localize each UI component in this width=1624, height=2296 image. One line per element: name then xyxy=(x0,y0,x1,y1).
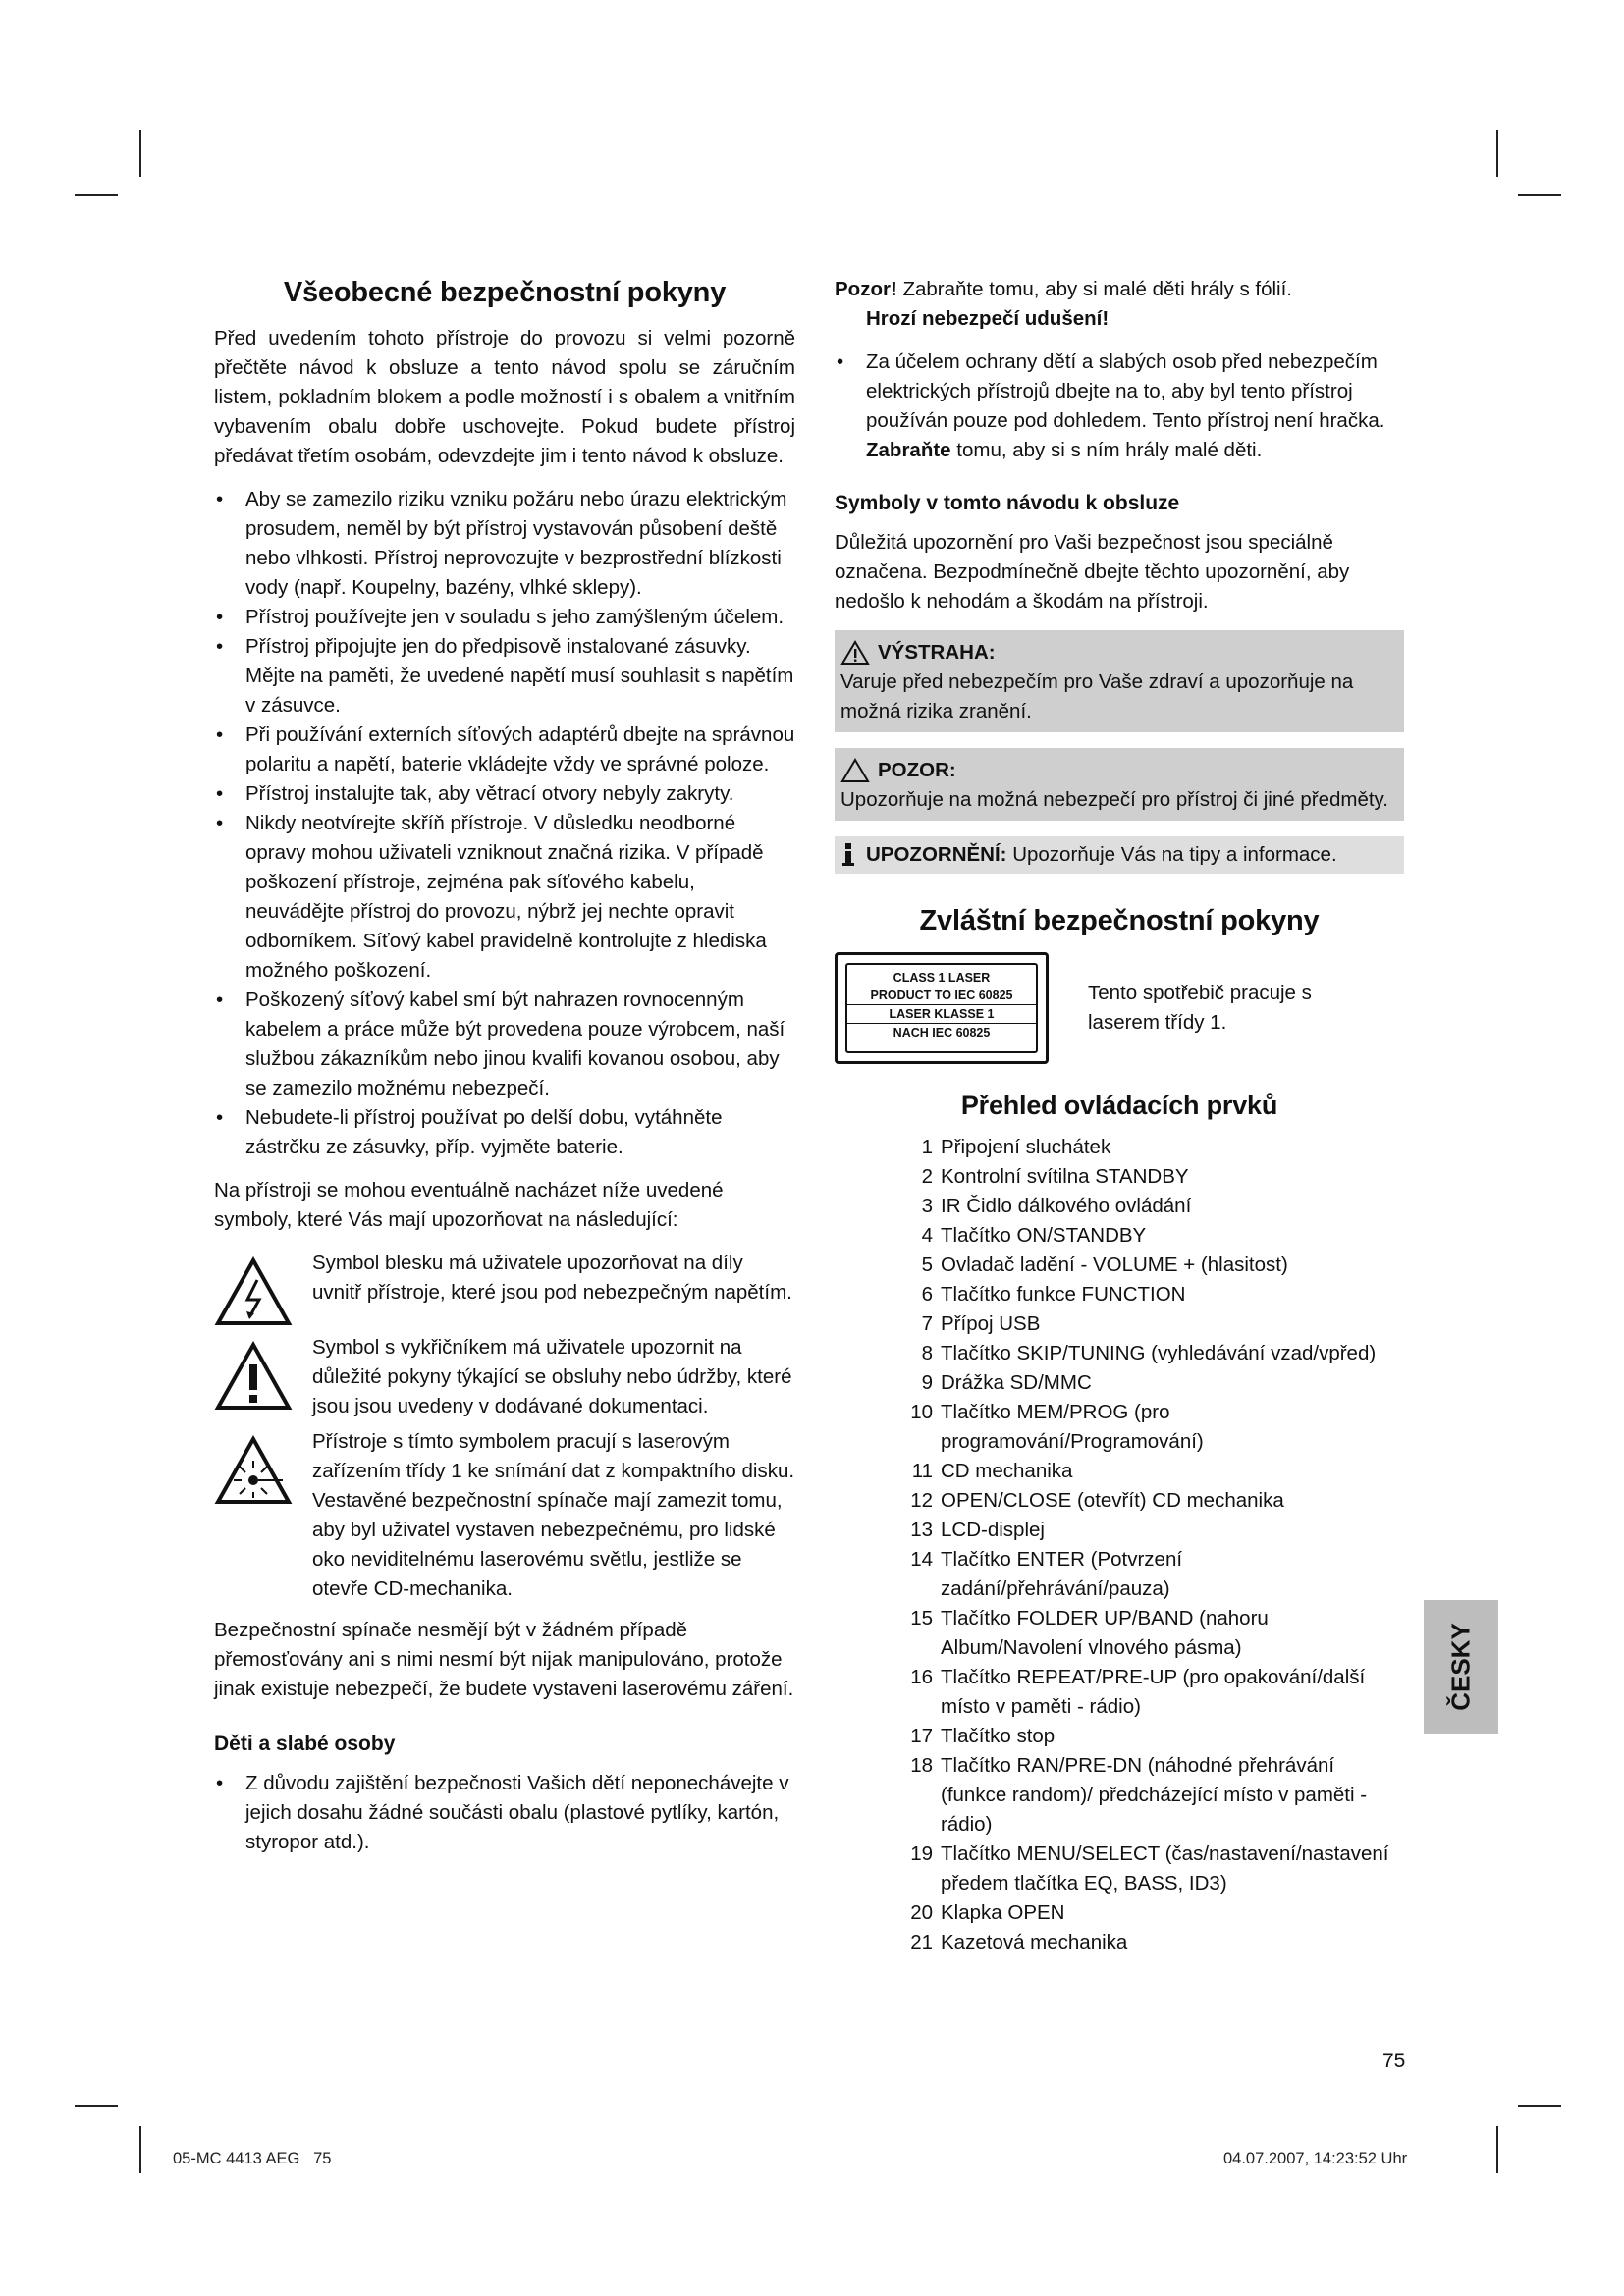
list-item xyxy=(835,1251,1404,1280)
control-number: 6 xyxy=(921,1283,933,1306)
intro-paragraph: Před uvedením tohoto přístroje do provozu si velmi pozorně přečtěte návod k obsluze a tento návod spolu se záručním listem, pokladním blokem a podle možností i s obalem a vnitřním vybavením obalu dobře uschovejte. Pokud budete přístroj předávat třetím osobám, odevzdejte jim i tento návod k obsluze. xyxy=(214,327,795,467)
list-item xyxy=(835,1192,1404,1221)
list-item xyxy=(835,1486,1404,1516)
control-text: Ovladač ladění - VOLUME + (hlasitost) xyxy=(941,1254,1288,1276)
footer-left: 05-MC 4413 AEG 75 xyxy=(173,2150,332,2167)
pozor-text: Zabraňte tomu, aby si malé děti hrály s fólií. xyxy=(896,278,1292,300)
control-number: 9 xyxy=(921,1371,933,1394)
caution-text: Upozorňuje na možná nebezpečí pro přístroj či jiné předměty. xyxy=(840,788,1388,811)
special-safety-title: Zvláštní bezpečnostní pokyny xyxy=(919,905,1320,936)
page-number: 75 xyxy=(1382,2050,1406,2072)
switches-paragraph: Bezpečnostní spínače nesmějí být v žádném případě přemosťovány ani s nimi nesmí být nijak manipulováno, protože jinak existuje nebezpečí, že budete vystaveni laserovému záření. xyxy=(214,1619,794,1700)
laser-class-row xyxy=(835,952,1404,1064)
control-text: Tlačítko SKIP/TUNING (vyhledávání vzad/vpřed) xyxy=(941,1342,1377,1364)
symbol-row xyxy=(214,1333,795,1421)
control-number: 21 xyxy=(910,1931,933,1953)
symbols-intro: Na přístroji se mohou eventuálně nacházet níže uvedené symboly, které Vás mají upozorňovat na následující: xyxy=(214,1179,724,1231)
control-number: 16 xyxy=(910,1666,933,1688)
control-text: Tlačítko ON/STANDBY xyxy=(941,1224,1147,1247)
control-text: Drážka SD/MMC xyxy=(941,1371,1092,1394)
pozor-danger: Hrozí nebezpečí udušení! xyxy=(866,307,1110,330)
control-text: Klapka OPEN xyxy=(941,1901,1065,1924)
list-item: • Z důvodu zajištění bezpečnosti Vašich dětí neponechávejte v jejich dosahu žádné součásti obalu (plastové pytlíky, kartón, styropor atd.). xyxy=(214,1769,795,1857)
crop-mark xyxy=(1518,194,1561,196)
laser-label-line: PRODUCT TO IEC 60825 xyxy=(847,987,1036,1005)
control-text: OPEN/CLOSE (otevřít) CD mechanika xyxy=(941,1489,1284,1512)
laser-text: Tento spotřebič pracuje s laserem třídy 1. xyxy=(1088,982,1312,1034)
crop-mark xyxy=(1496,2126,1498,2173)
list-item: • Přístroj připojujte jen do předpisově instalované zásuvky. Mějte na paměti, že uvedené napětí musí souhlasit s napětím v zásuvce. xyxy=(214,632,795,721)
warning-text: Varuje před nebezpečím pro Vaše zdraví a upozorňuje na možná rizika zranění. xyxy=(840,670,1354,722)
control-number: 10 xyxy=(910,1401,933,1423)
list-item xyxy=(835,1398,1404,1457)
list-item xyxy=(835,1339,1404,1368)
bullet-main-text: Za účelem ochrany dětí a slabých osob před nebezpečím elektrických přístrojů dbejte na to, aby byl tento přístroj používán pouze pod dohledem. Tento přístroj není hračka. xyxy=(866,350,1385,432)
language-tab-label: ČESKY xyxy=(1445,1623,1476,1711)
control-text: Kontrolní svítilna STANDBY xyxy=(941,1165,1189,1188)
safety-bullet-list xyxy=(214,485,795,1162)
children-heading: Děti a slabé osoby xyxy=(214,1733,396,1755)
control-number: 3 xyxy=(921,1195,933,1217)
control-text: Kazetová mechanika xyxy=(941,1931,1128,1953)
control-number: 4 xyxy=(921,1224,933,1247)
laser-label-line: NACH IEC 60825 xyxy=(893,1026,991,1040)
control-number: 8 xyxy=(921,1342,933,1364)
warning-title-row xyxy=(840,638,1398,667)
list-item xyxy=(835,1928,1404,1957)
control-number: 18 xyxy=(910,1754,933,1777)
control-number: 13 xyxy=(910,1519,933,1541)
crop-mark xyxy=(139,2126,141,2173)
control-number: 2 xyxy=(921,1165,933,1188)
control-text: CD mechanika xyxy=(941,1460,1073,1482)
note-box xyxy=(835,836,1404,874)
control-number: 14 xyxy=(910,1548,933,1571)
list-item xyxy=(835,1280,1404,1309)
symbols-paragraph: Důležitá upozornění pro Vaši bezpečnost jsou speciálně označena. Bezpodmínečně dbejte těchto upozornění, aby nedošlo k nehodám a škodám na přístroji. xyxy=(835,531,1350,613)
pozor-label: Pozor! xyxy=(835,278,897,300)
right-column xyxy=(835,275,1404,1957)
list-item xyxy=(835,1663,1404,1722)
note-text: Upozorňuje Vás na tipy a informace. xyxy=(1006,843,1337,866)
symbols-heading: Symboly v tomto návodu k obsluze xyxy=(835,492,1180,514)
list-item xyxy=(835,1162,1404,1192)
laser-class-label xyxy=(835,952,1049,1064)
control-text: Přípoj USB xyxy=(941,1312,1041,1335)
bullet-tail-text: tomu, aby si s ním hrály malé děti. xyxy=(950,439,1263,461)
control-number: 12 xyxy=(910,1489,933,1512)
caution-box xyxy=(835,748,1404,821)
symbol-row xyxy=(214,1427,795,1604)
controls-title: Přehled ovládacích prvků xyxy=(960,1091,1278,1120)
control-text: Tlačítko MENU/SELECT (čas/nastavení/nastavení předem tlačítka EQ, BASS, ID3) xyxy=(941,1842,1389,1895)
list-item xyxy=(835,1309,1404,1339)
laser-warning-icon xyxy=(214,1435,293,1506)
caution-title: POZOR: xyxy=(878,759,956,781)
control-text: Připojení sluchátek xyxy=(941,1136,1111,1158)
control-text: Tlačítko RAN/PRE-DN (náhodné přehrávání (funkce random)/ předcházející místo v paměti - rádio) xyxy=(941,1754,1368,1836)
warning-box xyxy=(835,630,1404,732)
list-item xyxy=(835,1722,1404,1751)
list-item xyxy=(835,1545,1404,1604)
control-text: LCD-displej xyxy=(941,1519,1045,1541)
laser-label-line: LASER KLASSE 1 xyxy=(847,1005,1036,1024)
control-text: Tlačítko ENTER (Potvrzení zadání/přehrávání/pauza) xyxy=(941,1548,1183,1600)
list-item: • Nikdy neotvírejte skříň přístroje. V důsledku neodborné opravy mohou uživateli vzniknout značná rizika. V případě poškození přístroje, zejména pak síťového kabelu, neuvádějte přístroj do provozu, nýbrž jej nechte opravit odborníkem. Síťový kabel pravidelně kontrolujte z hlediska možného poškození. xyxy=(214,809,795,986)
lightning-warning-icon xyxy=(214,1256,293,1327)
list-item xyxy=(835,1751,1404,1840)
control-number: 11 xyxy=(911,1460,933,1482)
crop-mark xyxy=(1496,130,1498,177)
caution-triangle-icon xyxy=(840,758,870,783)
crop-mark xyxy=(139,130,141,177)
list-item xyxy=(835,1457,1404,1486)
exclamation-warning-icon xyxy=(214,1341,293,1412)
info-icon xyxy=(840,842,856,868)
laser-label-line: CLASS 1 LASER xyxy=(893,971,991,985)
caution-title-row xyxy=(840,756,1398,785)
symbol-row xyxy=(214,1249,795,1327)
control-number: 1 xyxy=(921,1136,933,1158)
list-item: • Aby se zamezilo riziku vzniku požáru nebo úrazu elektrickým prosudem, neměl by být přístroj vystavován působení deště nebo vlhkosti. Přístroj neprovozujte v bezprostřední blízkosti vody (např. Koupelny, bazény, vlhké sklepy). xyxy=(214,485,795,603)
footer-right: 04.07.2007, 14:23:52 Uhr xyxy=(1223,2150,1408,2167)
list-item xyxy=(835,347,1404,465)
protection-bullet-list xyxy=(835,347,1404,465)
control-number: 19 xyxy=(910,1842,933,1865)
control-number: 17 xyxy=(910,1725,933,1747)
symbol-text: Symbol blesku má uživatele upozorňovat na díly uvnitř přístroje, které jsou pod nebezpečným napětím. xyxy=(312,1252,792,1304)
exclamation-warning-icon xyxy=(840,640,870,666)
control-number: 7 xyxy=(921,1312,933,1335)
control-number: 20 xyxy=(910,1901,933,1924)
control-text: Tlačítko funkce FUNCTION xyxy=(941,1283,1186,1306)
list-item: • Při používání externích síťových adaptérů dbejte na správnou polaritu a napětí, baterie vkládejte vždy ve správné poloze. xyxy=(214,721,795,779)
control-number: 15 xyxy=(910,1607,933,1629)
list-item xyxy=(835,1840,1404,1898)
crop-mark xyxy=(75,194,118,196)
list-item xyxy=(835,1133,1404,1162)
list-item xyxy=(835,1898,1404,1928)
list-item xyxy=(835,1516,1404,1545)
children-bullet-list xyxy=(214,1769,795,1857)
pozor-note xyxy=(835,275,1404,304)
list-item xyxy=(835,1221,1404,1251)
control-text: Tlačítko REPEAT/PRE-UP (pro opakování/další místo v paměti - rádio) xyxy=(941,1666,1366,1718)
laser-label-inner xyxy=(845,963,1038,1053)
list-item xyxy=(835,1368,1404,1398)
list-item: • Přístroj používejte jen v souladu s jeho zamýšleným účelem. xyxy=(214,603,795,632)
bullet-bold-text: Zabraňte xyxy=(866,439,951,461)
general-safety-title: Všeobecné bezpečnostní pokyny xyxy=(283,277,727,308)
list-item: • Přístroj instalujte tak, aby větrací otvory nebyly zakryty. xyxy=(214,779,795,809)
control-text: Tlačítko stop xyxy=(941,1725,1056,1747)
symbol-text: Symbol s vykřičníkem má uživatele upozornit na důležité pokyny týkající se obsluhy nebo údržby, které jsou jsou uvedeny v dodávané dokumentaci. xyxy=(312,1336,792,1417)
control-text: IR Čidlo dálkového ovládání xyxy=(941,1195,1192,1217)
crop-mark xyxy=(1518,2105,1561,2107)
symbol-text: Přístroje s tímto symbolem pracují s laserovým zařízením třídy 1 ke snímání dat z kompaktního disku. Vestavěné bezpečnostní spínače mají zamezit tomu, aby byl uživatel vystaven nebezpečnému, pro lidské oko neviditelnému laserovému světlu, jestliže se otevře CD-mechanika. xyxy=(312,1430,795,1600)
controls-list xyxy=(835,1133,1404,1957)
list-item xyxy=(835,1604,1404,1663)
warning-title: VÝSTRAHA: xyxy=(878,641,996,664)
crop-mark xyxy=(75,2105,118,2107)
control-number: 5 xyxy=(921,1254,933,1276)
language-tab xyxy=(1424,1600,1498,1734)
list-item: • Nebudete-li přístroj používat po delší dobu, vytáhněte zástrčku ze zásuvky, příp. vyjměte baterie. xyxy=(214,1103,795,1162)
left-column xyxy=(214,275,795,1871)
control-text: Tlačítko MEM/PROG (pro programování/Programování) xyxy=(941,1401,1204,1453)
control-text: Tlačítko FOLDER UP/BAND (nahoru Album/Navolení vlnového pásma) xyxy=(941,1607,1269,1659)
note-title: UPOZORNĚNÍ: xyxy=(866,843,1007,866)
list-item: • Poškozený síťový kabel smí být nahrazen rovnocenným kabelem a práce může být provedena pouze výrobcem, naší službou zákazníkům nebo jinou kvalifi kovanou osobou, aby se zamezilo možnému nebezpečí. xyxy=(214,986,795,1103)
